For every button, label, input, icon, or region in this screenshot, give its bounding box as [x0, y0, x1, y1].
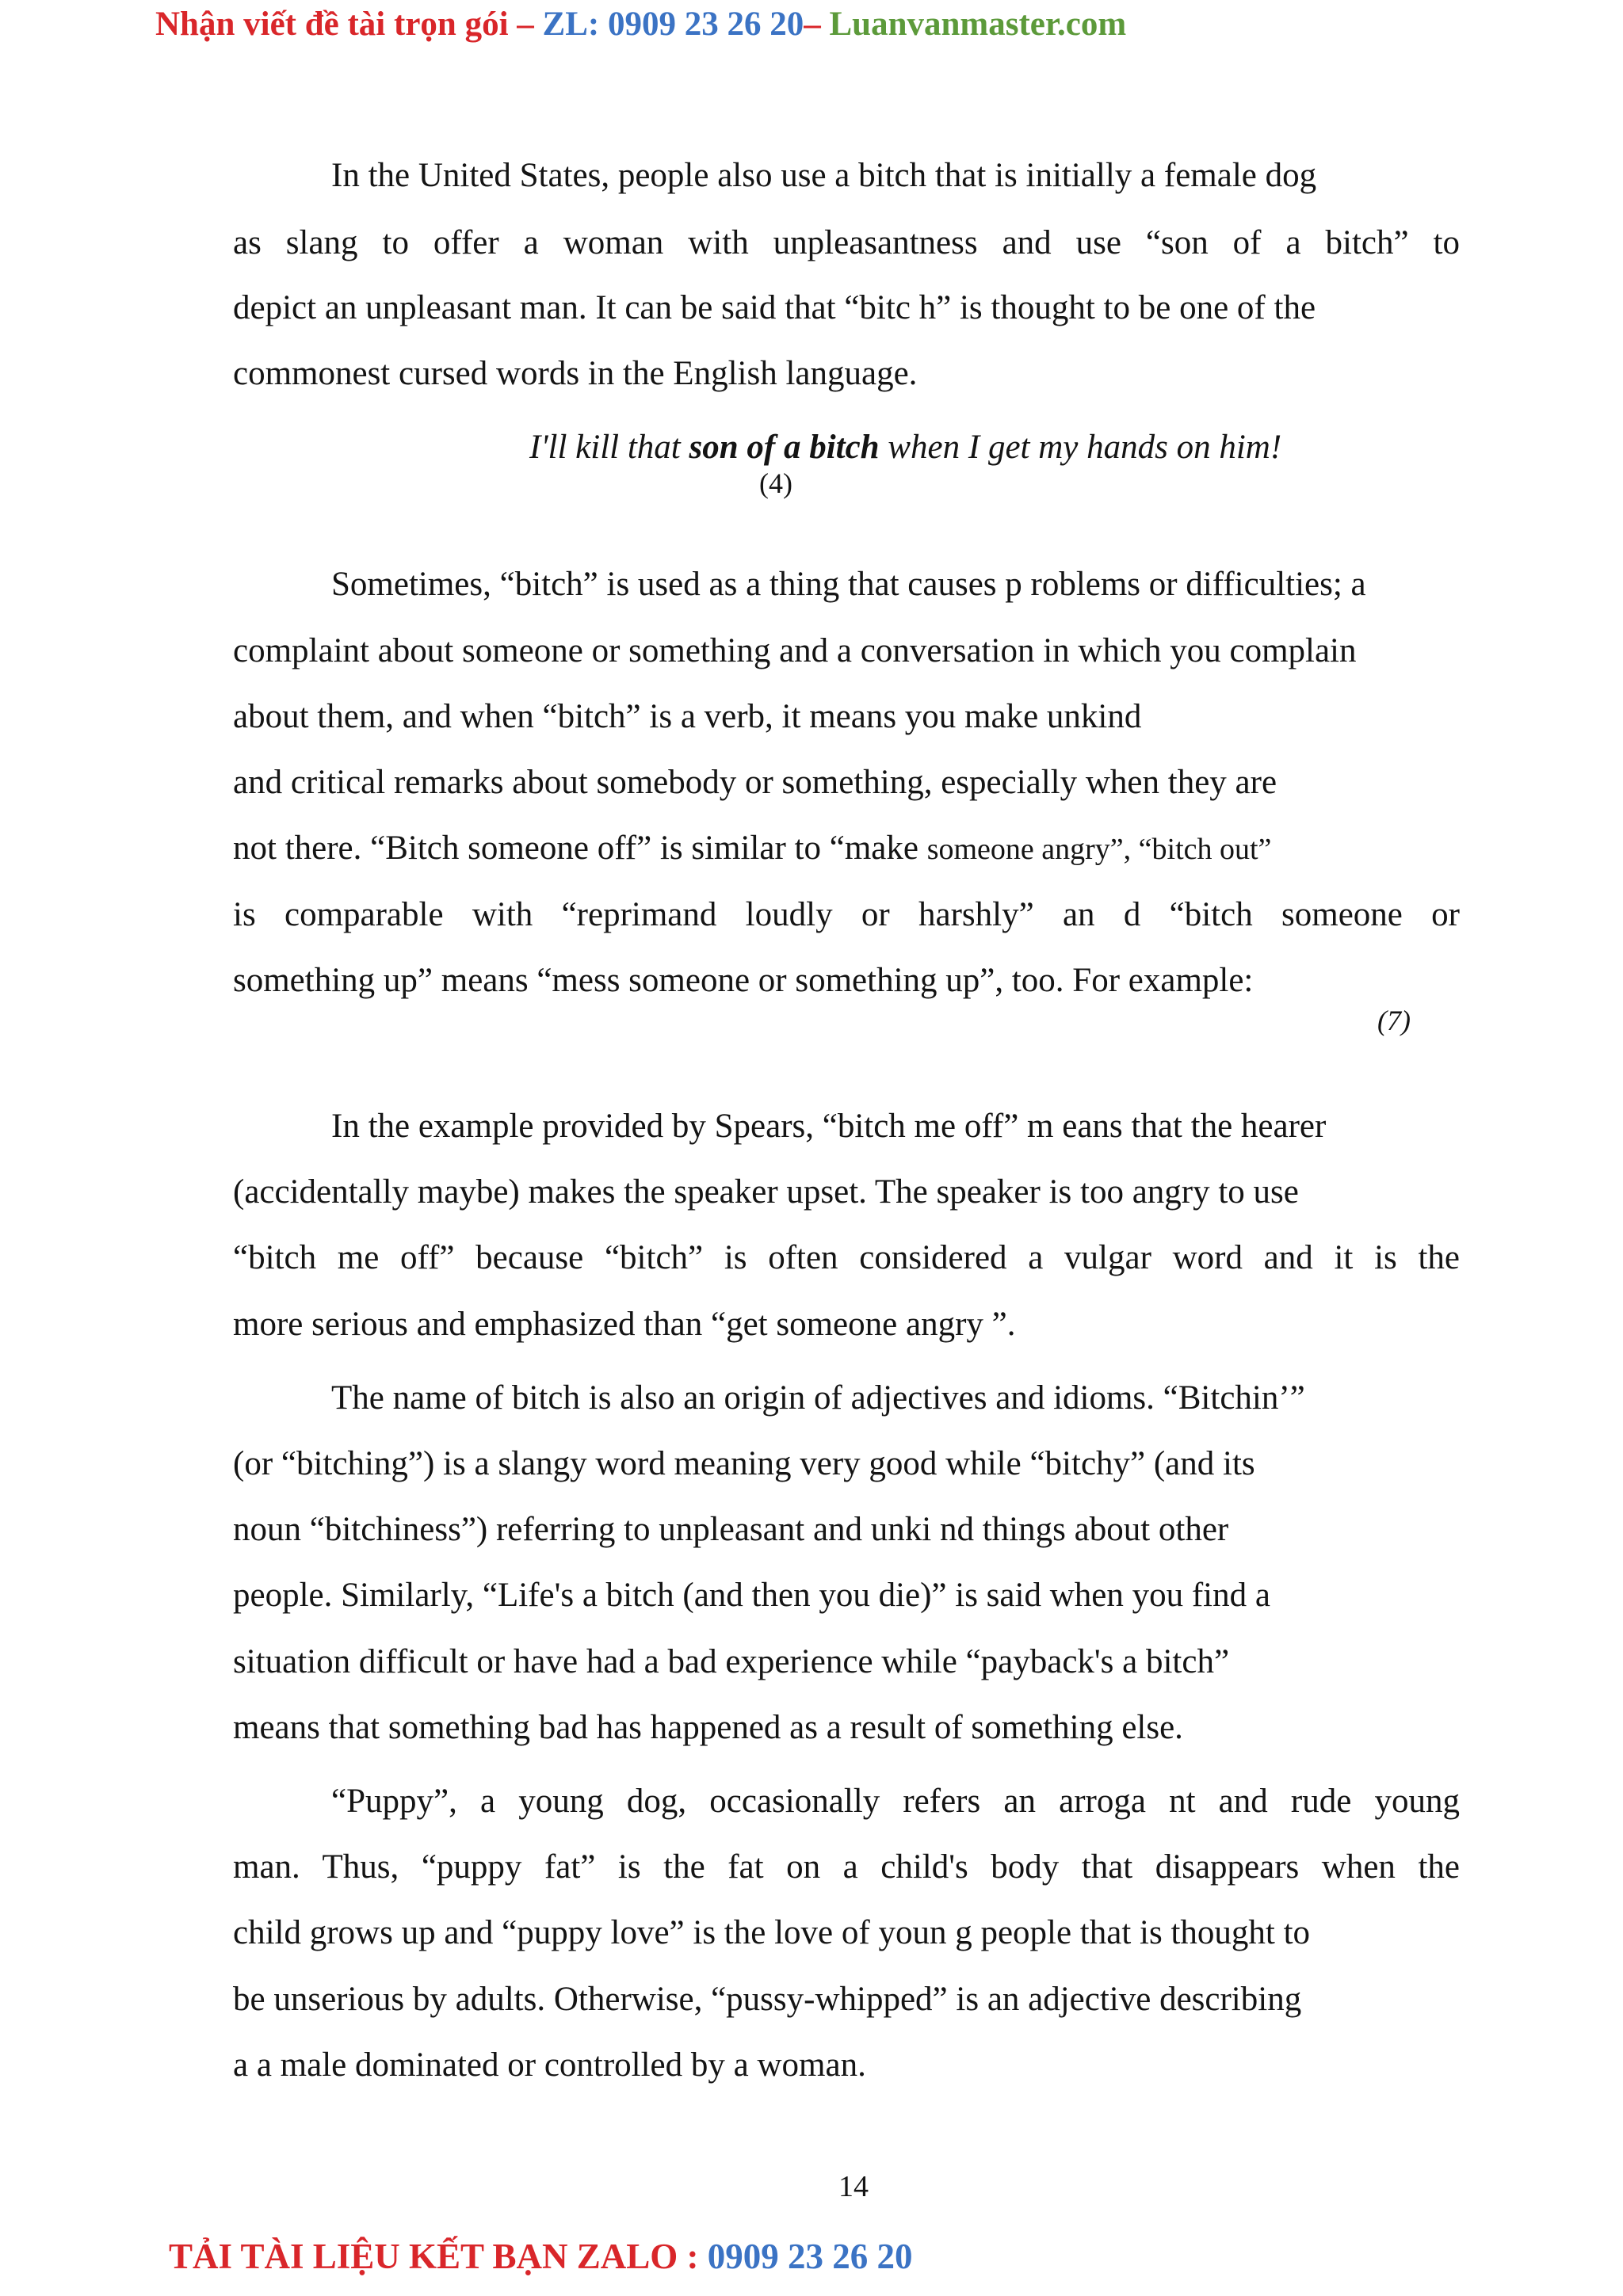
text-segment-small: someone angry”, “bitch out” — [926, 833, 1272, 866]
text-line: noun “bitchiness”) referring to unpleasant and unki nd things about other — [233, 1511, 1229, 1548]
header-text: Nhận viết đề tài trọn gói – — [155, 6, 543, 43]
text-line: and critical remarks about somebody or something, especially when they are — [233, 764, 1277, 801]
text-line: people. Similarly, “Life's a bitch (and then you die)” is said when you find a — [233, 1577, 1270, 1614]
example-number-7: (7) — [1377, 1005, 1411, 1036]
header-dash: – — [804, 6, 830, 43]
header-website: Luanvanmaster.com — [829, 6, 1127, 43]
example-post: when I get my hands on him! — [879, 429, 1282, 466]
text-line: complaint about someone or something and a conversation in which you complain — [233, 632, 1357, 669]
text-line: child grows up and “puppy love” is the love of youn g people that is thought to — [233, 1914, 1311, 1951]
page-header — [155, 5, 1126, 44]
text-line: a a male dominated or controlled by a woman. — [233, 2046, 866, 2084]
text-line: situation difficult or have had a bad experience while “payback's a bitch” — [233, 1643, 1230, 1680]
text-segment: not there. “Bitch someone off” is similar to “make — [233, 830, 927, 867]
text-line: (accidentally maybe) makes the speaker upset. The speaker is too angry to use — [233, 1173, 1299, 1211]
text-line: In the United States, people also use a bitch that is initially a female dog — [331, 157, 1317, 194]
text-line: (or “bitching”) is a slangy word meaning very good while “bitchy” (and its — [233, 1445, 1255, 1482]
footer-zalo-number: 0909 23 26 20 — [707, 2237, 913, 2276]
text-line: more serious and emphasized than “get someone angry ”. — [233, 1306, 1016, 1343]
text-line: something up” means “mess someone or something up”, too. For example: — [233, 962, 1254, 999]
text-line: The name of bitch is also an origin of adjectives and idioms. “Bitchin’” — [331, 1379, 1305, 1417]
page-footer — [169, 2236, 913, 2277]
example-number-4: (4) — [759, 467, 792, 499]
text-line: In the example provided by Spears, “bitch me off” m eans that the hearer — [331, 1108, 1327, 1145]
text-line: is comparable with “reprimand loudly or harshly” an d “bitch someone or — [233, 896, 1460, 933]
text-line: about them, and when “bitch” is a verb, it means you make unkind — [233, 698, 1142, 735]
text-line: be unserious by adults. Otherwise, “pussy-whipped” is an adjective describing — [233, 1981, 1302, 2018]
text-line: depict an unpleasant man. It can be said that “bitc h” is thought to be one of the — [233, 289, 1316, 326]
text-line: man. Thus, “puppy fat” is the fat on a child's body that disappears when the — [233, 1848, 1460, 1886]
example-sentence — [529, 428, 1281, 467]
text-line: “Puppy”, a young dog, occasionally refers an arroga nt and rude young — [331, 1783, 1460, 1820]
text-line — [233, 831, 1271, 865]
page-number: 14 — [838, 2170, 869, 2203]
example-bold: son of a bitch — [689, 429, 880, 466]
text-line: “bitch me off” because “bitch” is often considered a vulgar word and it is the — [233, 1239, 1460, 1276]
text-line: Sometimes, “bitch” is used as a thing that causes p roblems or difficulties; a — [331, 566, 1366, 603]
example-pre: I'll kill that — [529, 429, 689, 466]
text-line: as slang to offer a woman with unpleasantness and use “son of a bitch” to — [233, 224, 1460, 261]
text-line: means that something bad has happened as a result of something else. — [233, 1709, 1183, 1746]
text-line: commonest cursed words in the English language. — [233, 355, 918, 392]
footer-text: TẢI TÀI LIỆU KẾT BẠN ZALO : — [169, 2237, 708, 2276]
header-zalo-number: ZL: 0909 23 26 20 — [542, 6, 804, 43]
